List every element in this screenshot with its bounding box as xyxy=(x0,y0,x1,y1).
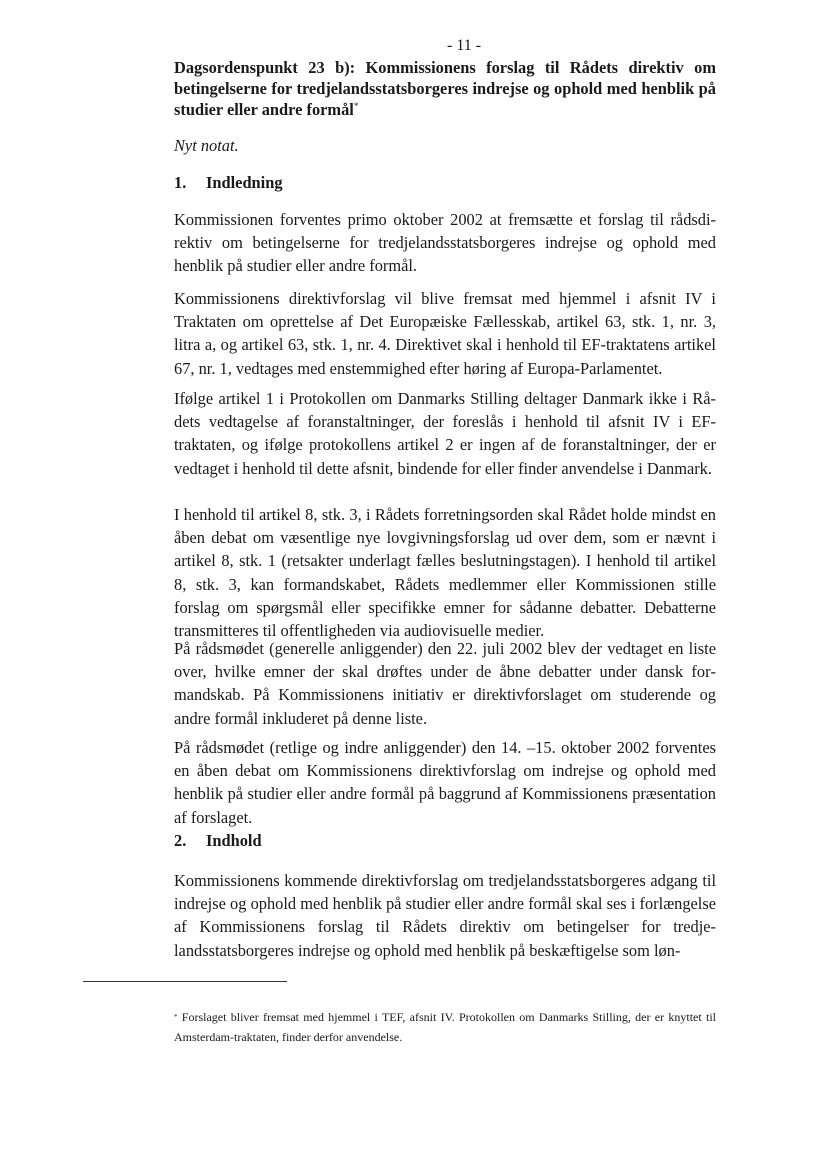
page-number: - 11 - xyxy=(447,37,482,54)
heading-footnote-marker: * xyxy=(353,101,359,111)
paragraph: Ifølge artikel 1 i Protokollen om Danmarks Stilling deltager Danmark ikke i Rådets vedtagelse af foranstaltninger, der foreslås i henhold til afsnit IV i EF-traktaten, og ifølge protokollens artikel 2 er ingen af de foranstaltninger, der er vedtaget i henhold til dette afsnit, bindende for eller finder anvendelse i Danmark. xyxy=(174,389,716,478)
paragraph: Kommissionen forventes primo oktober 2002 at fremsætte et forslag til rådsdirektiv om betingelserne for tredjelandsstatsborgeres indrejse og ophold med henblik på studier eller andre formål. xyxy=(174,210,716,276)
section-title-text: Indhold xyxy=(206,831,262,850)
footnote-marker: * xyxy=(174,1013,178,1021)
note-type: Nyt notat. xyxy=(174,136,239,155)
paragraph: I henhold til artikel 8, stk. 3, i Rådets forretningsorden skal Rådet holde mindst en åben debat om væsentlige nye lovgivningsforslag ud over dem, som er nævnt i artikel 8, stk. 1 (retsakter underlagt fælles beslutningstagen). I henhold til artikel 8, stk. 3, kan formandskabet, Rådets medlemmer eller Kommissionen stille forslag om spørgsmål eller specifikke emner for sådanne debatter. Debatterne transmitteres til offentligheden via audiovisuelle medier. xyxy=(174,505,716,641)
document-heading xyxy=(174,57,716,120)
heading-text: Dagsordenspunkt 23 b): Kommissionens forslag til Rådets direktiv om betingelserne for tredjelandsstatsborgeres indrejse og ophold med henblik på studier eller andre formål xyxy=(174,58,716,119)
section-number: 1. xyxy=(174,173,187,192)
paragraph: Kommissionens direktivforslag vil blive fremsat med hjemmel i afsnit IV i Traktaten om oprettelse af Det Europæiske Fællesskab, artikel 63, stk. 1, nr. 3, litra a, og artikel 63, stk. 1, nr. 4. Direktivet skal i henhold til EF-traktatens artikel 67, nr. 1, vedtages med enstemmighed efter høring af Europa-Parlamentet. xyxy=(174,289,716,378)
footnote-rule xyxy=(83,981,287,982)
paragraph: På rådsmødet (retlige og indre anliggender) den 14. –15. oktober 2002 forventes en åben debat om Kommissionens direktivforslag om indrejse og ophold med henblik på studier eller andre formål på baggrund af Kommissionens præsentation af forslaget. xyxy=(174,738,716,827)
footnote-text: Forslaget bliver fremsat med hjemmel i TEF, afsnit IV. Protokollen om Danmarks Stilling, der er knyttet til Amsterdam-traktaten, finder derfor anvendelse. xyxy=(174,1010,717,1044)
section-number: 2. xyxy=(174,831,187,850)
paragraph: Kommissionens kommende direktivforslag om tredjelandsstatsborgeres adgang til indrejse og ophold med henblik på studier eller andre formål skal ses i forlængelse af Kommissionens forslag til Rådets direktiv om betingelser for tredjelandsstatsborgeres indrejse og ophold med henblik på beskæftigelse som løn- xyxy=(174,871,716,960)
footnote xyxy=(174,1007,716,1047)
paragraph: På rådsmødet (generelle anliggender) den 22. juli 2002 blev der vedtaget en liste over, hvilke emner der skal drøftes under de åbne debatter under dansk formandskab. På Kommissionens initiativ er direktivforslaget om studerende og andre formål inkluderet på denne liste. xyxy=(174,639,716,728)
section-title-indledning xyxy=(174,173,283,193)
section-title-indhold xyxy=(174,831,262,851)
section-title-text: Indledning xyxy=(206,173,283,192)
